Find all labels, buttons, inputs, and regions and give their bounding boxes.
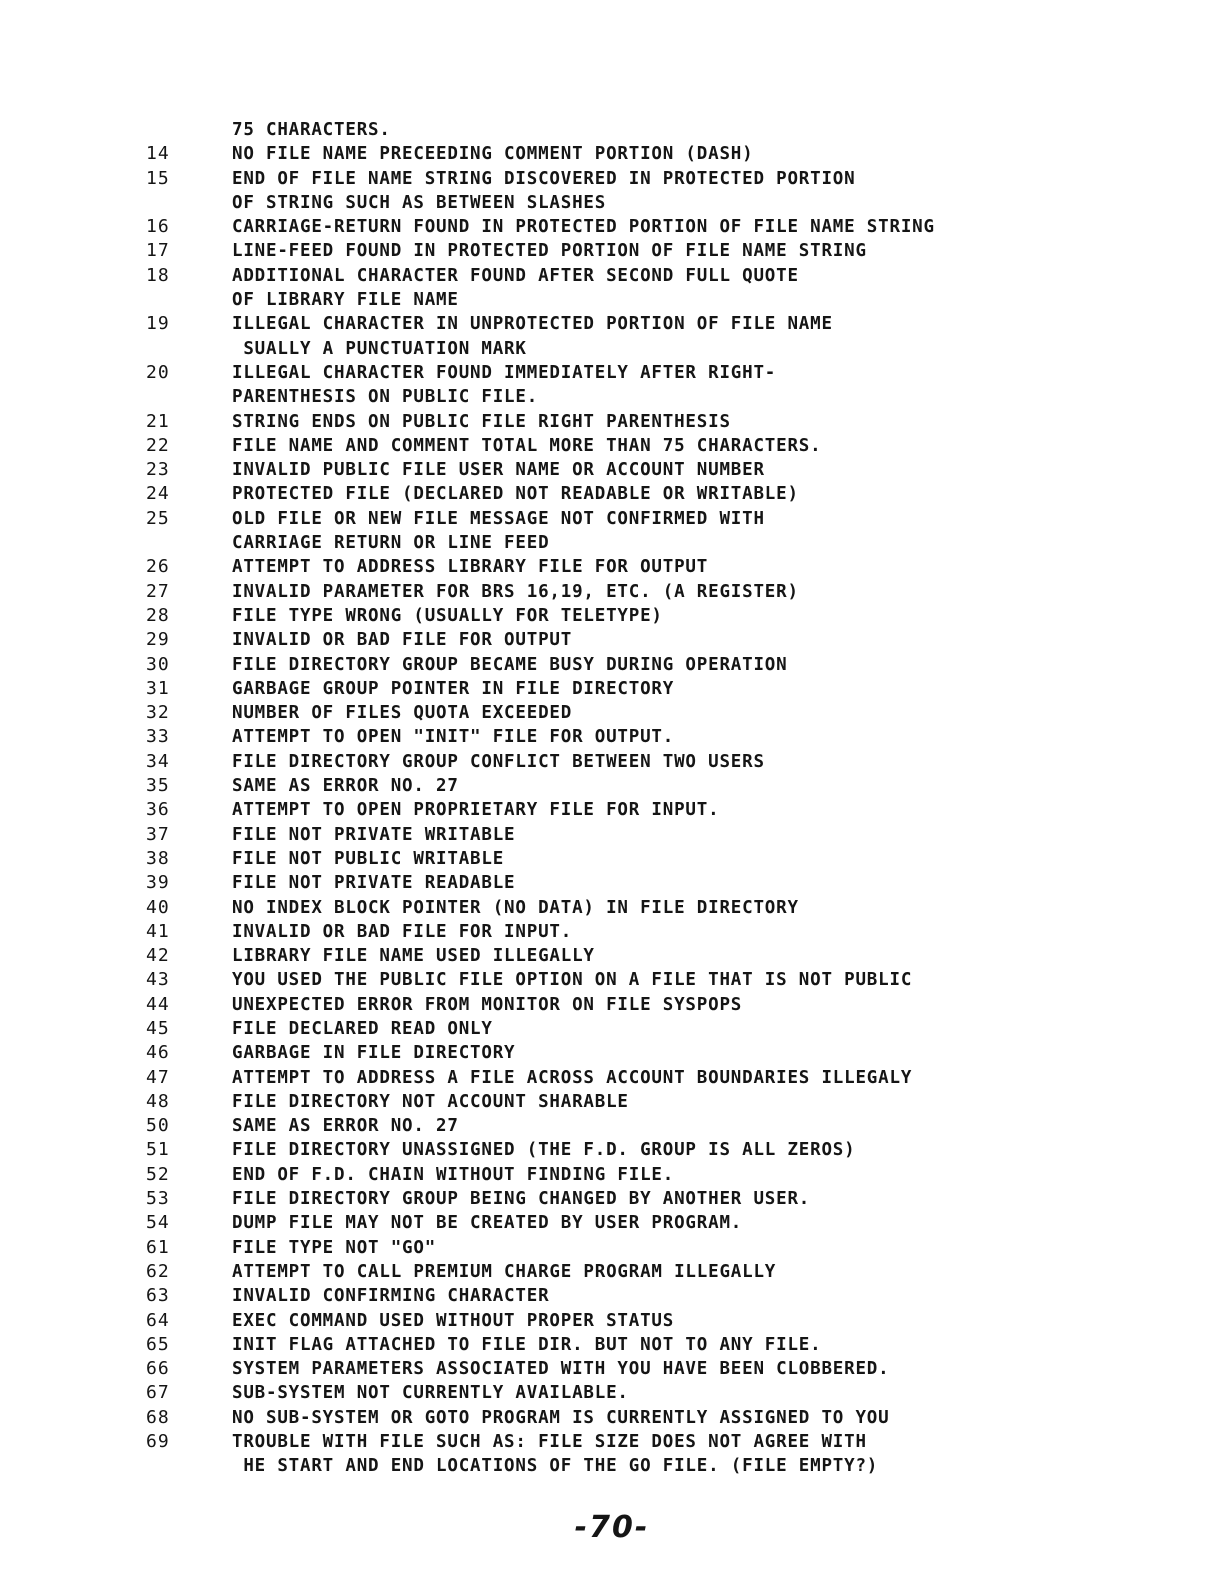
error-description (232, 1114, 1206, 1138)
error-code-number: 36 (146, 799, 170, 821)
error-entry (146, 1260, 1206, 1284)
error-description-line: FILE DIRECTORY GROUP CONFLICT BETWEEN TWO USERS (232, 751, 765, 772)
error-description-line: FILE NOT PRIVATE WRITABLE (232, 824, 516, 845)
error-entry (146, 1211, 1206, 1235)
error-description-line: OF STRING SUCH AS BETWEEN SLASHES (232, 192, 607, 213)
error-description-line: ILLEGAL CHARACTER IN UNPROTECTED PORTION OF FILE NAME (232, 314, 833, 335)
error-description-line: PARENTHESIS ON PUBLIC FILE. (232, 387, 539, 408)
error-code-number: 22 (146, 434, 170, 456)
error-entry (146, 555, 1206, 579)
error-code-number: 26 (146, 556, 170, 578)
error-code-number: 67 (146, 1382, 170, 1404)
error-description (232, 118, 1206, 142)
error-code-number: 48 (146, 1090, 170, 1112)
error-description (232, 1090, 1206, 1114)
error-code-number: 46 (146, 1042, 170, 1064)
error-entry (146, 1017, 1206, 1041)
error-code-number: 35 (146, 775, 170, 797)
error-entry (146, 1236, 1206, 1260)
error-code-number: 64 (146, 1309, 170, 1331)
error-description-line: HE START AND END LOCATIONS OF THE GO FILE. (FILE EMPTY?) (232, 1456, 879, 1477)
error-entry (146, 434, 1206, 458)
error-code-number: 21 (146, 410, 170, 432)
error-description-line: INVALID PUBLIC FILE USER NAME OR ACCOUNT NUMBER (232, 460, 765, 481)
error-code-number: 43 (146, 969, 170, 991)
error-description (232, 434, 1206, 458)
error-code-number: 34 (146, 750, 170, 772)
error-code-number: 40 (146, 896, 170, 918)
error-code-number: 33 (146, 726, 170, 748)
error-description-line: END OF F.D. CHAIN WITHOUT FINDING FILE. (232, 1164, 675, 1185)
error-entry (146, 774, 1206, 798)
error-entry (146, 167, 1206, 216)
error-entry (146, 312, 1206, 361)
error-description-line: CARRIAGE RETURN OR LINE FEED (232, 533, 550, 554)
error-entry (146, 1284, 1206, 1308)
error-description-line: NO INDEX BLOCK POINTER (NO DATA) IN FILE DIRECTORY (232, 897, 799, 918)
error-code-number: 20 (146, 361, 170, 383)
error-entry (146, 1163, 1206, 1187)
error-entry (146, 871, 1206, 895)
error-code-number: 54 (146, 1212, 170, 1234)
error-description-line: SUALLY A PUNCTUATION MARK (232, 338, 527, 359)
error-code-number: 29 (146, 629, 170, 651)
error-entry (146, 896, 1206, 920)
error-description-line: UNEXPECTED ERROR FROM MONITOR ON FILE SYSPOPS (232, 994, 743, 1015)
error-description (232, 1406, 1206, 1430)
error-code-number: 61 (146, 1236, 170, 1258)
error-description (232, 580, 1206, 604)
error-description (232, 1236, 1206, 1260)
error-entry (146, 458, 1206, 482)
error-entry (146, 215, 1206, 239)
error-entry (146, 1357, 1206, 1381)
error-entry (146, 653, 1206, 677)
error-entry (146, 410, 1206, 434)
error-description-line: INVALID OR BAD FILE FOR OUTPUT (232, 630, 573, 651)
error-description (232, 1381, 1206, 1405)
error-entry (146, 264, 1206, 313)
error-code-number: 14 (146, 143, 170, 165)
error-description (232, 628, 1206, 652)
error-description (232, 1430, 1206, 1479)
error-description-line: FILE DIRECTORY UNASSIGNED (THE F.D. GROUP IS ALL ZEROS) (232, 1140, 856, 1161)
error-description-line: DUMP FILE MAY NOT BE CREATED BY USER PROGRAM. (232, 1213, 743, 1234)
error-description (232, 312, 1206, 361)
error-description (232, 458, 1206, 482)
error-entry (146, 580, 1206, 604)
error-code-list (146, 118, 1206, 1479)
error-description-line: LIBRARY FILE NAME USED ILLEGALLY (232, 946, 595, 967)
error-description-line: OF LIBRARY FILE NAME (232, 290, 459, 311)
error-code-number: 15 (146, 167, 170, 189)
error-description (232, 1309, 1206, 1333)
error-code-number: 38 (146, 847, 170, 869)
error-code-number: 44 (146, 993, 170, 1015)
error-description (232, 239, 1206, 263)
error-entry (146, 628, 1206, 652)
error-description-line: INVALID OR BAD FILE FOR INPUT. (232, 921, 573, 942)
error-code-number: 32 (146, 702, 170, 724)
error-description (232, 993, 1206, 1017)
error-description (232, 482, 1206, 506)
error-description (232, 410, 1206, 434)
error-description (232, 1066, 1206, 1090)
error-code-number: 66 (146, 1358, 170, 1380)
error-entry (146, 239, 1206, 263)
error-description-line: EXEC COMMAND USED WITHOUT PROPER STATUS (232, 1310, 675, 1331)
error-description-line: SUB-SYSTEM NOT CURRENTLY AVAILABLE. (232, 1383, 629, 1404)
error-description-line: STRING ENDS ON PUBLIC FILE RIGHT PARENTHESIS (232, 411, 731, 432)
error-description-line: TROUBLE WITH FILE SUCH AS: FILE SIZE DOES NOT AGREE WITH (232, 1432, 867, 1453)
error-code-number: 42 (146, 945, 170, 967)
error-description (232, 361, 1206, 410)
error-description-line: ATTEMPT TO ADDRESS A FILE ACROSS ACCOUNT BOUNDARIES ILLEGALY (232, 1067, 913, 1088)
error-code-number: 17 (146, 240, 170, 262)
error-description-line: FILE NOT PRIVATE READABLE (232, 873, 516, 894)
error-description (232, 167, 1206, 216)
error-code-number: 19 (146, 313, 170, 335)
error-description-line: NUMBER OF FILES QUOTA EXCEEDED (232, 703, 573, 724)
error-entry (146, 507, 1206, 556)
error-entry (146, 750, 1206, 774)
error-description (232, 1284, 1206, 1308)
error-description (232, 1041, 1206, 1065)
error-description (232, 823, 1206, 847)
error-description (232, 750, 1206, 774)
error-description (232, 896, 1206, 920)
error-description-line: ATTEMPT TO OPEN "INIT" FILE FOR OUTPUT. (232, 727, 675, 748)
error-code-number: 69 (146, 1431, 170, 1453)
error-description (232, 798, 1206, 822)
error-entry (146, 725, 1206, 749)
error-description-line: LINE-FEED FOUND IN PROTECTED PORTION OF FILE NAME STRING (232, 241, 867, 262)
error-entry (146, 118, 1206, 142)
error-entry (146, 1430, 1206, 1479)
error-code-number: 65 (146, 1333, 170, 1355)
error-entry (146, 993, 1206, 1017)
error-description (232, 968, 1206, 992)
error-code-number: 41 (146, 920, 170, 942)
error-description (232, 847, 1206, 871)
error-description-line: NO FILE NAME PRECEEDING COMMENT PORTION (DASH) (232, 144, 754, 165)
error-code-number: 62 (146, 1260, 170, 1282)
error-description (232, 1017, 1206, 1041)
error-description (232, 1163, 1206, 1187)
error-code-number: 28 (146, 604, 170, 626)
page-number: -70- (574, 1510, 650, 1545)
error-entry (146, 847, 1206, 871)
error-code-number: 45 (146, 1017, 170, 1039)
error-description-line: FILE TYPE NOT "GO" (232, 1237, 437, 1258)
error-description-line: FILE TYPE WRONG (USUALLY FOR TELETYPE) (232, 605, 663, 626)
error-code-number: 50 (146, 1115, 170, 1137)
error-description (232, 1333, 1206, 1357)
error-description-line: OLD FILE OR NEW FILE MESSAGE NOT CONFIRMED WITH (232, 508, 765, 529)
error-description-line: SAME AS ERROR NO. 27 (232, 776, 459, 797)
error-description-line: INVALID PARAMETER FOR BRS 16,19, ETC. (A REGISTER) (232, 581, 799, 602)
error-description-line: ILLEGAL CHARACTER FOUND IMMEDIATELY AFTER RIGHT- (232, 362, 777, 383)
error-description (232, 871, 1206, 895)
error-code-number: 24 (146, 483, 170, 505)
error-code-number: 51 (146, 1139, 170, 1161)
error-code-number: 39 (146, 872, 170, 894)
error-description (232, 701, 1206, 725)
error-entry (146, 677, 1206, 701)
error-code-number: 47 (146, 1066, 170, 1088)
error-description-line: FILE DIRECTORY GROUP BEING CHANGED BY ANOTHER USER. (232, 1189, 811, 1210)
error-description-line: GARBAGE GROUP POINTER IN FILE DIRECTORY (232, 678, 675, 699)
error-description-line: PROTECTED FILE (DECLARED NOT READABLE OR WRITABLE) (232, 484, 799, 505)
error-code-number: 27 (146, 580, 170, 602)
error-description-line: ADDITIONAL CHARACTER FOUND AFTER SECOND FULL QUOTE (232, 265, 799, 286)
error-description (232, 653, 1206, 677)
error-entry (146, 361, 1206, 410)
error-description (232, 944, 1206, 968)
error-entry (146, 1187, 1206, 1211)
error-description (232, 920, 1206, 944)
error-description-line: END OF FILE NAME STRING DISCOVERED IN PROTECTED PORTION (232, 168, 856, 189)
error-code-number: 53 (146, 1188, 170, 1210)
error-entry (146, 823, 1206, 847)
error-description-line: CARRIAGE-RETURN FOUND IN PROTECTED PORTION OF FILE NAME STRING (232, 217, 935, 238)
error-code-number: 68 (146, 1406, 170, 1428)
error-description (232, 1138, 1206, 1162)
error-description (232, 507, 1206, 556)
error-description-line: NO SUB-SYSTEM OR GOTO PROGRAM IS CURRENTLY ASSIGNED TO YOU (232, 1407, 890, 1428)
error-description-line: ATTEMPT TO CALL PREMIUM CHARGE PROGRAM ILLEGALLY (232, 1261, 777, 1282)
error-description-line: 75 CHARACTERS. (232, 120, 391, 140)
error-description-line: GARBAGE IN FILE DIRECTORY (232, 1043, 516, 1064)
error-description-line: SYSTEM PARAMETERS ASSOCIATED WITH YOU HAVE BEEN CLOBBERED. (232, 1359, 890, 1380)
error-description-line: INVALID CONFIRMING CHARACTER (232, 1286, 550, 1307)
error-description (232, 725, 1206, 749)
error-description (232, 774, 1206, 798)
error-description-line: ATTEMPT TO OPEN PROPRIETARY FILE FOR INPUT. (232, 800, 720, 821)
error-description-line: ATTEMPT TO ADDRESS LIBRARY FILE FOR OUTPUT (232, 557, 709, 578)
error-code-number: 31 (146, 677, 170, 699)
error-code-number: 23 (146, 459, 170, 481)
error-entry (146, 701, 1206, 725)
error-entry (146, 1381, 1206, 1405)
error-entry (146, 482, 1206, 506)
error-description (232, 264, 1206, 313)
error-code-number: 16 (146, 216, 170, 238)
error-description-line: FILE NAME AND COMMENT TOTAL MORE THAN 75 CHARACTERS. (232, 435, 822, 456)
error-entry (146, 920, 1206, 944)
error-description (232, 604, 1206, 628)
error-entry (146, 142, 1206, 166)
error-entry (146, 1333, 1206, 1357)
error-entry (146, 798, 1206, 822)
error-entry (146, 1114, 1206, 1138)
error-description (232, 1187, 1206, 1211)
error-description-line: FILE DIRECTORY NOT ACCOUNT SHARABLE (232, 1091, 629, 1112)
error-code-number: 52 (146, 1163, 170, 1185)
error-description-line: FILE NOT PUBLIC WRITABLE (232, 848, 505, 869)
error-entry (146, 1041, 1206, 1065)
error-description-line: FILE DIRECTORY GROUP BECAME BUSY DURING OPERATION (232, 654, 788, 675)
error-entry (146, 1090, 1206, 1114)
error-description-line: YOU USED THE PUBLIC FILE OPTION ON A FILE THAT IS NOT PUBLIC (232, 970, 913, 991)
error-description (232, 677, 1206, 701)
error-code-number: 18 (146, 264, 170, 286)
error-entry (146, 1138, 1206, 1162)
error-code-number: 63 (146, 1285, 170, 1307)
error-description (232, 555, 1206, 579)
error-description (232, 1211, 1206, 1235)
error-description (232, 215, 1206, 239)
error-entry (146, 944, 1206, 968)
error-entry (146, 1406, 1206, 1430)
error-description (232, 1260, 1206, 1284)
error-description-line: SAME AS ERROR NO. 27 (232, 1116, 459, 1137)
error-description-line: FILE DECLARED READ ONLY (232, 1018, 493, 1039)
error-description (232, 142, 1206, 166)
error-code-number: 37 (146, 823, 170, 845)
error-entry (146, 604, 1206, 628)
error-entry (146, 1066, 1206, 1090)
error-entry (146, 1309, 1206, 1333)
error-code-number: 25 (146, 507, 170, 529)
error-description-line: INIT FLAG ATTACHED TO FILE DIR. BUT NOT TO ANY FILE. (232, 1334, 822, 1355)
error-description (232, 1357, 1206, 1381)
error-code-number: 30 (146, 653, 170, 675)
error-entry (146, 968, 1206, 992)
